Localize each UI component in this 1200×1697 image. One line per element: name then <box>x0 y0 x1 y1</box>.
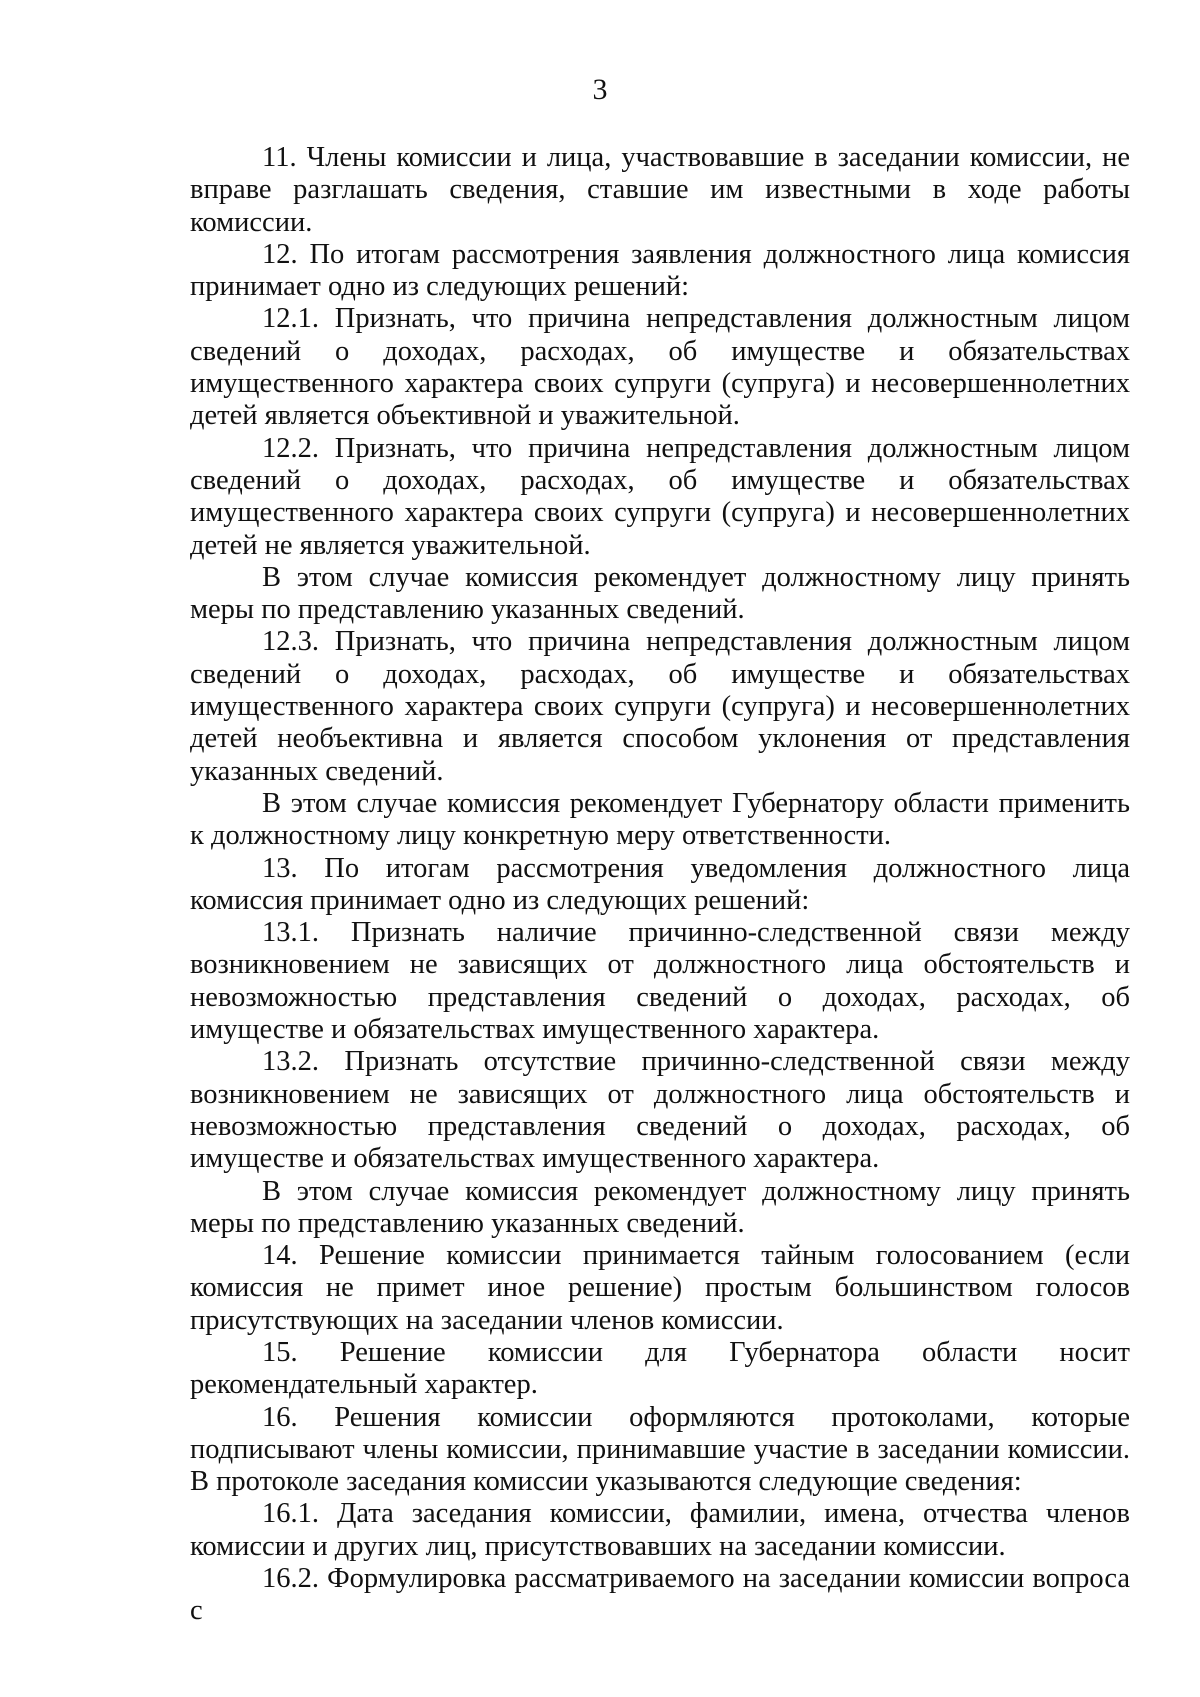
paragraph-12-3-note: В этом случае комиссия рекомендует Губернатору области применить к должностному лицу конкретную меру ответственности. <box>190 787 1130 852</box>
paragraph-12-1: 12.1. Признать, что причина непредставления должностным лицом сведений о доходах, расходах, об имуществе и обязательствах имущественного характера своих супруги (супруга) и несовершеннолетних детей является объективной и уважительной. <box>190 303 1130 432</box>
paragraph-16: 16. Решения комиссии оформляются протоколами, которые подписывают члены комиссии, принимавшие участие в заседании комиссии. В протоколе заседания комиссии указываются следующие сведения: <box>190 1401 1130 1498</box>
paragraph-16-2: 16.2. Формулировка рассматриваемого на заседании комиссии вопроса с <box>190 1563 1130 1627</box>
page-number: 3 <box>592 73 608 106</box>
paragraph-12-3: 12.3. Признать, что причина непредставления должностным лицом сведений о доходах, расходах, об имуществе и обязательствах имущественного характера своих супруги (супруга) и несовершеннолетних детей необъективна и является способом уклонения от представления указанных сведений. <box>190 626 1130 787</box>
paragraph-14: 14. Решение комиссии принимается тайным голосованием (если комиссия не примет иное решение) простым большинством голосов присутствующих на заседании членов комиссии. <box>190 1240 1130 1336</box>
paragraph-15: 15. Решение комиссии для Губернатора области носит рекомендательный характер. <box>190 1336 1130 1401</box>
paragraph-11: 11. Члены комиссии и лица, участвовавшие в заседании комиссии, не вправе разглашать сведения, ставшие им известными в ходе работы комиссии. <box>190 142 1130 238</box>
paragraph-12-2-note: В этом случае комиссия рекомендует должностному лицу принять меры по представлению указанных сведений. <box>190 561 1130 626</box>
paragraph-13-2: 13.2. Признать отсутствие причинно-следственной связи между возникновением не зависящих от должностного лица обстоятельств и невозможностью представления сведений о доходах, расходах, об имуществе и обязательствах имущественного характера. <box>190 1046 1130 1175</box>
paragraph-16-1: 16.1. Дата заседания комиссии, фамилии, имена, отчества членов комиссии и других лиц, присутствовавших на заседании комиссии. <box>190 1498 1130 1562</box>
paragraph-12: 12. По итогам рассмотрения заявления должностного лица комиссия принимает одно из следующих решений: <box>190 238 1130 303</box>
paragraph-13-2-note: В этом случае комиссия рекомендует должностному лицу принять меры по представлению указанных сведений. <box>190 1175 1130 1239</box>
paragraph-13: 13. По итогам рассмотрения уведомления должностного лица комиссия принимает одно из следующих решений: <box>190 852 1130 916</box>
paragraph-13-1: 13.1. Признать наличие причинно-следственной связи между возникновением не зависящих от должностного лица обстоятельств и невозможностью представления сведений о доходах, расходах, об имуществе и обязательствах имущественного характера. <box>190 917 1130 1046</box>
paragraph-12-2: 12.2. Признать, что причина непредставления должностным лицом сведений о доходах, расходах, об имуществе и обязательствах имущественного характера своих супруги (супруга) и несовершеннолетних детей не является уважительной. <box>190 432 1130 561</box>
document-body <box>190 142 1130 1628</box>
